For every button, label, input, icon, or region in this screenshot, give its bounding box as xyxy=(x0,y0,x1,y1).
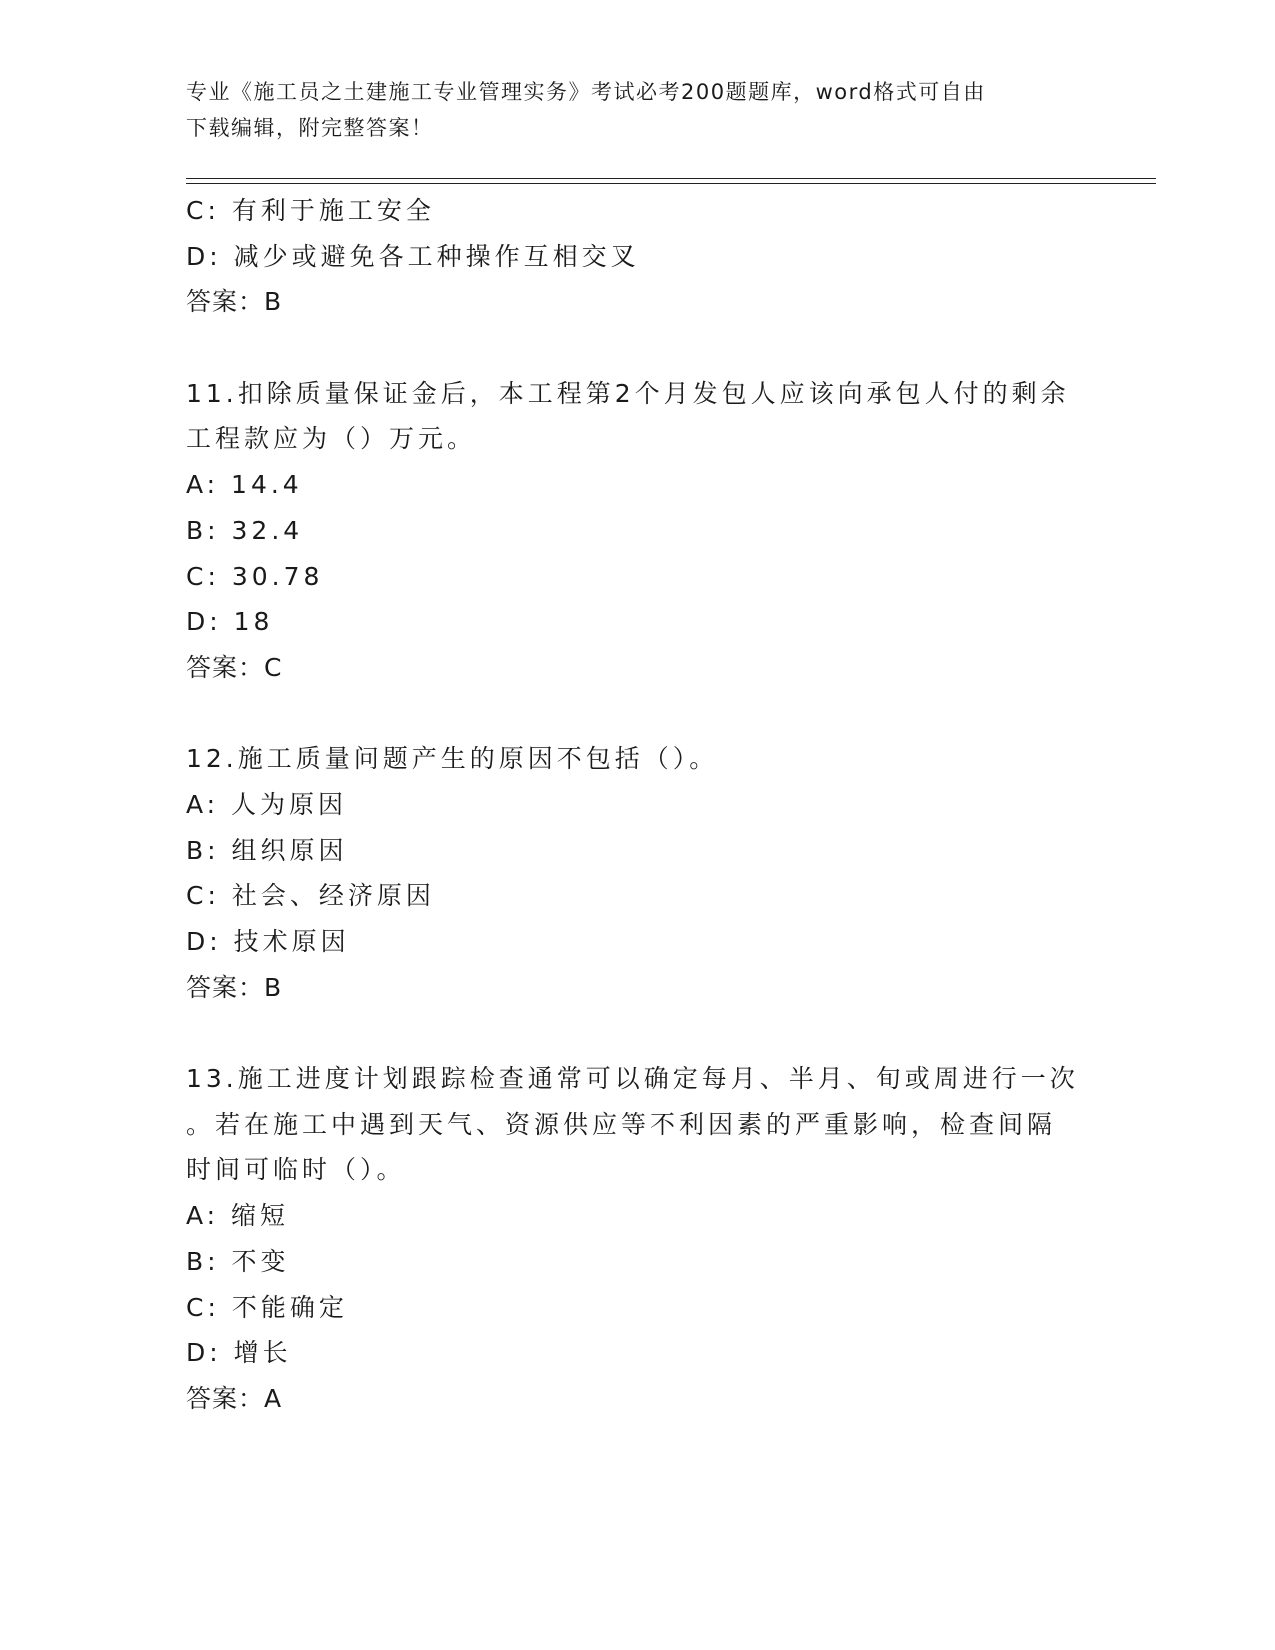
option-text: 缩短 xyxy=(231,1201,290,1231)
answer-line: 答案：A xyxy=(186,1383,283,1413)
option-text: 组织原因 xyxy=(231,835,348,865)
option-c xyxy=(186,1285,1086,1331)
answer-line: 答案：B xyxy=(186,972,283,1002)
option-label: D: xyxy=(186,241,222,271)
question-13 xyxy=(186,1056,1086,1422)
option-text: 减少或避免各工种操作互相交叉 xyxy=(233,241,640,271)
option-label: C: xyxy=(186,1292,220,1322)
option-c xyxy=(186,188,1086,234)
option-text: 32.4 xyxy=(231,515,304,545)
option-label: D: xyxy=(186,1338,222,1368)
option-d xyxy=(186,599,1086,645)
answer-line: 答案：B xyxy=(186,287,283,317)
spacer xyxy=(186,691,1086,737)
option-text: 不变 xyxy=(231,1246,290,1276)
option-text: 增长 xyxy=(233,1338,292,1368)
option-text: 社会、经济原因 xyxy=(231,881,435,911)
option-c xyxy=(186,873,1086,919)
option-label: D: xyxy=(186,927,222,956)
question-text-line: 。若在施工中遇到天气、资源供应等不利因素的严重影响，检查间隔 xyxy=(186,1109,1057,1139)
prev-question-tail xyxy=(186,188,1086,325)
option-label: A: xyxy=(186,789,220,819)
option-label: D: xyxy=(186,607,222,637)
option-b xyxy=(186,828,1086,874)
spacer xyxy=(186,1010,1086,1056)
option-text: 18 xyxy=(233,607,274,637)
header-line-2: 下载编辑，附完整答案！ xyxy=(186,116,434,140)
answer-line: 答案：C xyxy=(186,652,283,682)
option-label: B: xyxy=(186,1246,220,1276)
document-header xyxy=(186,74,1066,146)
option-text: 14.4 xyxy=(231,470,303,500)
question-text-line: 11.扣除质量保证金后，本工程第2个月发包人应该向承包人付的剩余 xyxy=(186,378,1070,408)
option-label: C: xyxy=(186,881,220,911)
option-a xyxy=(186,462,1086,508)
option-a xyxy=(186,1193,1086,1239)
option-label: C: xyxy=(186,561,220,591)
option-text: 技术原因 xyxy=(233,927,350,956)
option-d xyxy=(186,234,1086,280)
question-text-line: 12.施工质量问题产生的原因不包括（）。 xyxy=(186,744,719,774)
option-label: C: xyxy=(186,196,220,225)
question-list xyxy=(186,188,1086,1422)
option-d xyxy=(186,919,1086,965)
question-text-line: 时间可临时（）。 xyxy=(186,1155,406,1185)
spacer xyxy=(186,325,1086,371)
question-11 xyxy=(186,371,1086,691)
option-text: 有利于施工安全 xyxy=(231,196,435,225)
question-text-line: 13.施工进度计划跟踪检查通常可以确定每月、半月、旬或周进行一次 xyxy=(186,1064,1079,1094)
header-divider-bottom xyxy=(186,183,1156,184)
option-label: A: xyxy=(186,1201,220,1231)
option-text: 不能确定 xyxy=(231,1292,348,1322)
option-label: B: xyxy=(186,515,220,545)
question-12 xyxy=(186,736,1086,1010)
header-line-1: 专业《施工员之土建施工专业管理实务》考试必考200题题库，word格式可自由 xyxy=(186,80,986,104)
header-divider-top xyxy=(186,178,1156,179)
question-text-line: 工程款应为（）万元。 xyxy=(186,424,477,454)
option-b xyxy=(186,1239,1086,1285)
option-label: A: xyxy=(186,470,220,500)
option-text: 30.78 xyxy=(231,561,324,591)
option-text: 人为原因 xyxy=(231,789,348,819)
option-c xyxy=(186,554,1086,600)
option-a xyxy=(186,782,1086,828)
option-b xyxy=(186,508,1086,554)
option-label: B: xyxy=(186,835,220,865)
option-d xyxy=(186,1330,1086,1376)
